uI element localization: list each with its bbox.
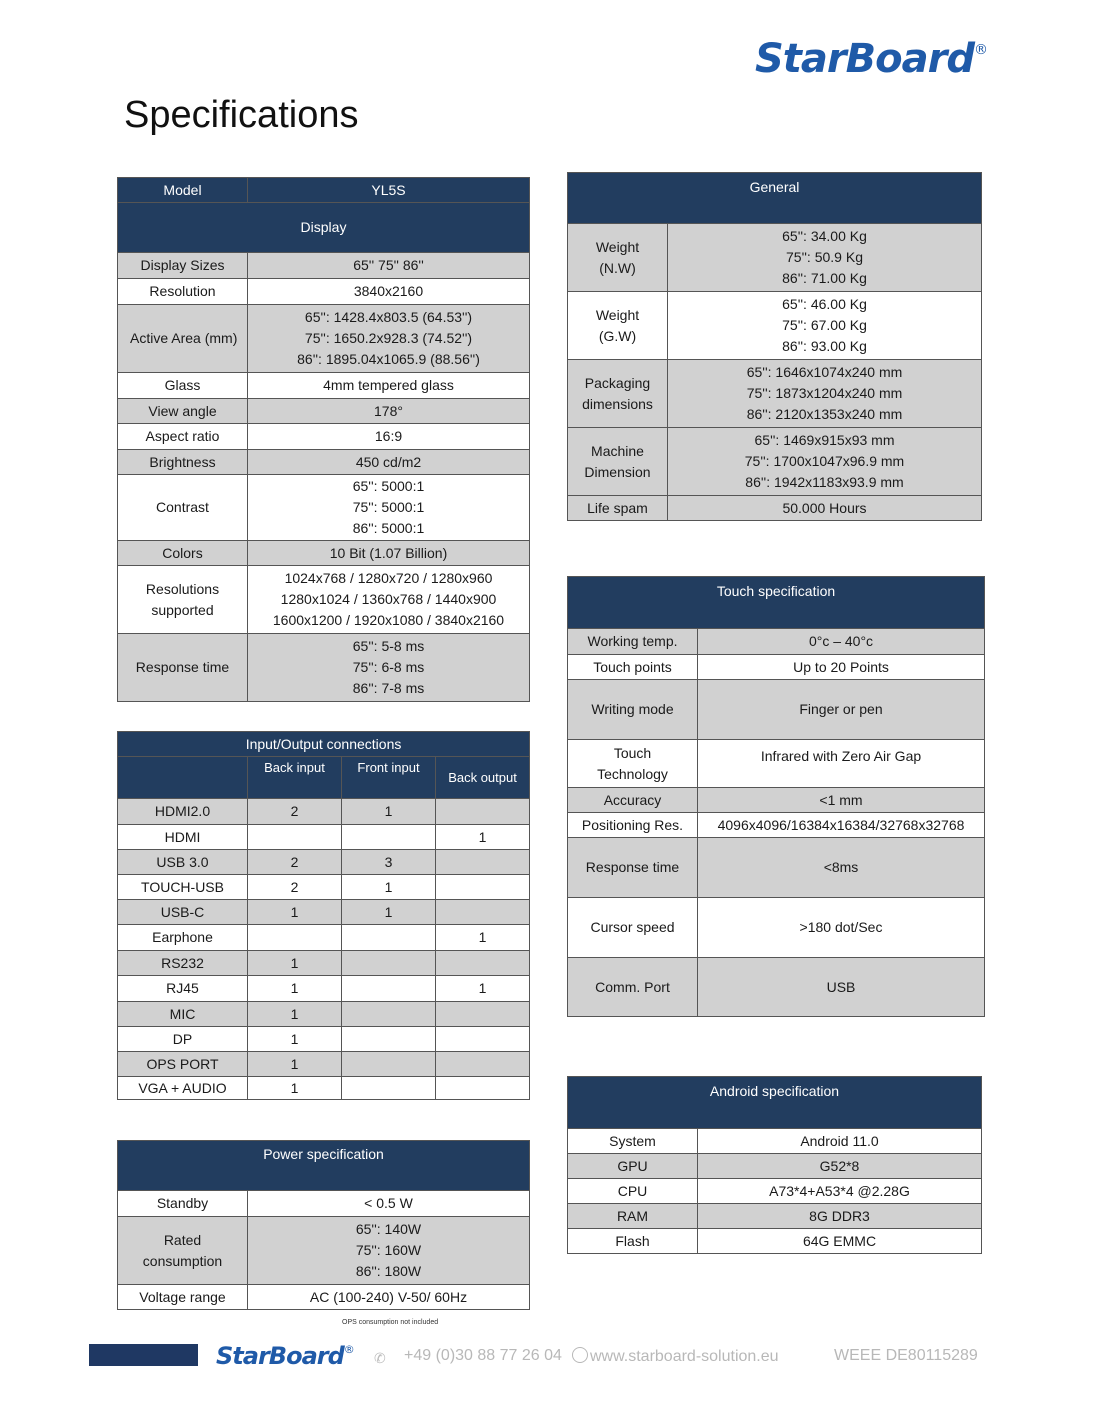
io-port-name: USB 3.0: [118, 850, 248, 875]
globe-icon: [572, 1347, 588, 1363]
io-count: 1: [436, 976, 530, 1002]
table-row: [118, 1002, 530, 1027]
io-count: [248, 825, 342, 850]
io-count: 1: [248, 951, 342, 976]
android-rows: [568, 1129, 982, 1254]
row-value: 65'': 1646x1074x240 mm 75'': 1873x1204x240 mm 86'': 2120x1353x240 mm: [668, 360, 982, 428]
row-label: Cursor speed: [568, 898, 698, 958]
row-value: >180 dot/Sec: [698, 898, 985, 958]
io-count: 1: [342, 799, 436, 825]
io-title: Input/Output connections: [118, 732, 530, 757]
io-count: 1: [248, 976, 342, 1002]
row-label: Comm. Port: [568, 958, 698, 1017]
io-count: [342, 951, 436, 976]
table-row: [118, 1052, 530, 1077]
io-count: 1: [248, 1027, 342, 1052]
io-count: [342, 825, 436, 850]
io-count: [342, 925, 436, 951]
footer-phone: +49 (0)30 88 77 26 04: [404, 1347, 562, 1364]
row-label: Touch points: [568, 655, 698, 680]
row-label: System: [568, 1129, 698, 1154]
table-row: [568, 1204, 982, 1229]
io-count: [436, 1027, 530, 1052]
row-label: Machine Dimension: [568, 428, 668, 496]
android-title: Android specification: [568, 1077, 982, 1129]
io-count: [436, 850, 530, 875]
io-count: [436, 951, 530, 976]
general-spec-table: [567, 172, 982, 521]
io-count: 1: [248, 900, 342, 925]
row-label: Flash: [568, 1229, 698, 1254]
io-col-header: Front input: [342, 757, 436, 799]
row-value: 4096x4096/16384x16384/32768x32768: [698, 813, 985, 838]
power-spec-table: [117, 1140, 530, 1310]
row-label: Touch Technology: [568, 740, 698, 788]
row-label: Writing mode: [568, 680, 698, 740]
row-value: 64G EMMC: [698, 1229, 982, 1254]
row-label: Packaging dimensions: [568, 360, 668, 428]
row-value: Finger or pen: [698, 680, 985, 740]
io-count: 3: [342, 850, 436, 875]
row-label: Brightness: [118, 450, 248, 475]
row-value: 10 Bit (1.07 Billion): [248, 541, 530, 566]
io-count: 1: [248, 1077, 342, 1100]
io-count: [248, 925, 342, 951]
touch-spec-table: [567, 576, 985, 1017]
display-spec-table: [117, 177, 530, 702]
io-count: [436, 1002, 530, 1027]
power-footnote: OPS consumption not included: [342, 1319, 439, 1326]
table-row: [118, 976, 530, 1002]
row-value: USB: [698, 958, 985, 1017]
row-label: Weight (G.W): [568, 292, 668, 360]
footer-logo: [216, 1342, 354, 1370]
footer-logo-text: StarBoard: [216, 1342, 344, 1370]
table-row: [118, 825, 530, 850]
row-label: View angle: [118, 399, 248, 424]
power-title: Power specification: [118, 1141, 530, 1191]
table-row: [568, 1179, 982, 1204]
footer-bar: [89, 1344, 198, 1366]
model-value: YL5S: [248, 178, 530, 203]
row-value: <8ms: [698, 838, 985, 898]
io-port-name: MIC: [118, 1002, 248, 1027]
io-count: 2: [248, 799, 342, 825]
io-port-name: DP: [118, 1027, 248, 1052]
table-row: [568, 1229, 982, 1254]
row-value: 1024x768 / 1280x720 / 1280x960 1280x1024 / 1360x768 / 1440x900 1600x1200 / 1920x1080 / 3840x2160: [248, 566, 530, 634]
io-rows: [118, 799, 530, 1100]
row-label: RAM: [568, 1204, 698, 1229]
row-label: Response time: [568, 838, 698, 898]
io-count: [342, 1027, 436, 1052]
row-value: 0°c – 40°c: [698, 629, 985, 655]
row-value: Up to 20 Points: [698, 655, 985, 680]
row-label: Working temp.: [568, 629, 698, 655]
io-count: 1: [342, 875, 436, 900]
io-count: [342, 1052, 436, 1077]
io-port-name: RS232: [118, 951, 248, 976]
io-count: [436, 1052, 530, 1077]
row-value: 65'': 1428.4x803.5 (64.53'') 75'': 1650.2x928.3 (74.52'') 86'': 1895.04x1065.9 (88.56''): [248, 305, 530, 373]
io-connections-table: [117, 731, 530, 1100]
row-value: 178°: [248, 399, 530, 424]
io-port-name: TOUCH-USB: [118, 875, 248, 900]
row-label: Positioning Res.: [568, 813, 698, 838]
table-row: [118, 925, 530, 951]
io-port-name: Earphone: [118, 925, 248, 951]
io-port-name: OPS PORT: [118, 1052, 248, 1077]
io-count: 1: [436, 825, 530, 850]
row-label: Contrast: [118, 475, 248, 541]
row-value: G52*8: [698, 1154, 982, 1179]
table-row: [118, 799, 530, 825]
io-port-name: VGA + AUDIO: [118, 1077, 248, 1100]
io-count: 1: [248, 1052, 342, 1077]
row-value: 65'': 5-8 ms 75'': 6-8 ms 86'': 7-8 ms: [248, 634, 530, 702]
row-value: 65'': 140W 75'': 160W 86'': 180W: [248, 1217, 530, 1285]
row-value: 450 cd/m2: [248, 450, 530, 475]
row-label: Aspect ratio: [118, 424, 248, 450]
row-value: 3840x2160: [248, 279, 530, 305]
general-title: General: [568, 173, 982, 224]
row-value: Android 11.0: [698, 1129, 982, 1154]
table-row: [568, 1129, 982, 1154]
model-label: Model: [118, 178, 248, 203]
io-count: [436, 799, 530, 825]
row-label: Standby: [118, 1191, 248, 1217]
row-value: 16:9: [248, 424, 530, 450]
io-count: 1: [248, 1002, 342, 1027]
table-row: [118, 850, 530, 875]
touch-title: Touch specification: [568, 577, 985, 629]
io-port-name: HDMI2.0: [118, 799, 248, 825]
row-label: GPU: [568, 1154, 698, 1179]
row-label: Resolutions supported: [118, 566, 248, 634]
row-label: Rated consumption: [118, 1217, 248, 1285]
io-count: [342, 1077, 436, 1100]
row-value: 65'' 75'' 86'': [248, 253, 530, 279]
io-count: [342, 976, 436, 1002]
starboard-logo: [755, 36, 987, 82]
row-value: 65'': 46.00 Kg 75'': 67.00 Kg 86'': 93.00 Kg: [668, 292, 982, 360]
table-row: [118, 1027, 530, 1052]
row-value: AC (100-240) V-50/ 60Hz: [248, 1285, 530, 1310]
row-label: Life spam: [568, 496, 668, 521]
row-value: 65'': 34.00 Kg 75'': 50.9 Kg 86'': 71.00 Kg: [668, 224, 982, 292]
io-count: 2: [248, 850, 342, 875]
io-count: [342, 1002, 436, 1027]
footer-logo-reg: ®: [343, 1343, 354, 1356]
android-spec-table: [567, 1076, 982, 1254]
table-row: [118, 900, 530, 925]
table-row: [118, 951, 530, 976]
io-count: 1: [436, 925, 530, 951]
table-row: [118, 875, 530, 900]
row-label: Response time: [118, 634, 248, 702]
io-port-name: USB-C: [118, 900, 248, 925]
io-col-header: [118, 757, 248, 799]
row-value: 4mm tempered glass: [248, 373, 530, 399]
io-col-header: Back input: [248, 757, 342, 799]
row-value: <1 mm: [698, 788, 985, 813]
row-value: 8G DDR3: [698, 1204, 982, 1229]
row-label: Accuracy: [568, 788, 698, 813]
row-value: Infrared with Zero Air Gap: [698, 740, 985, 788]
row-value: < 0.5 W: [248, 1191, 530, 1217]
logo-reg-mark: ®: [973, 41, 987, 58]
row-value: 65'': 1469x915x93 mm 75'': 1700x1047x96.9 mm 86'': 1942x1183x93.9 mm: [668, 428, 982, 496]
io-port-name: HDMI: [118, 825, 248, 850]
io-count: [436, 1077, 530, 1100]
io-count: 1: [342, 900, 436, 925]
footer-weee: WEEE DE80115289: [834, 1347, 978, 1364]
table-row: [568, 1154, 982, 1179]
row-label: CPU: [568, 1179, 698, 1204]
row-label: Glass: [118, 373, 248, 399]
io-count: 2: [248, 875, 342, 900]
row-value: A73*4+A53*4 @2.28G: [698, 1179, 982, 1204]
page-title: Specifications: [124, 94, 359, 136]
row-label: Voltage range: [118, 1285, 248, 1310]
row-label: Active Area (mm): [118, 305, 248, 373]
row-label: Display Sizes: [118, 253, 248, 279]
footer-website[interactable]: www.starboard-solution.eu: [572, 1347, 779, 1366]
io-port-name: RJ45: [118, 976, 248, 1002]
row-value: 50.000 Hours: [668, 496, 982, 521]
phone-icon: ✆: [374, 1350, 386, 1366]
io-count: [436, 900, 530, 925]
row-label: Weight (N.W): [568, 224, 668, 292]
logo-text: StarBoard: [755, 36, 974, 82]
display-section-header: Display: [118, 203, 530, 253]
row-label: Colors: [118, 541, 248, 566]
table-row: [118, 1077, 530, 1100]
row-value: 65'': 5000:1 75'': 5000:1 86'': 5000:1: [248, 475, 530, 541]
io-col-header: Back output: [436, 757, 530, 799]
row-label: Resolution: [118, 279, 248, 305]
io-count: [436, 875, 530, 900]
